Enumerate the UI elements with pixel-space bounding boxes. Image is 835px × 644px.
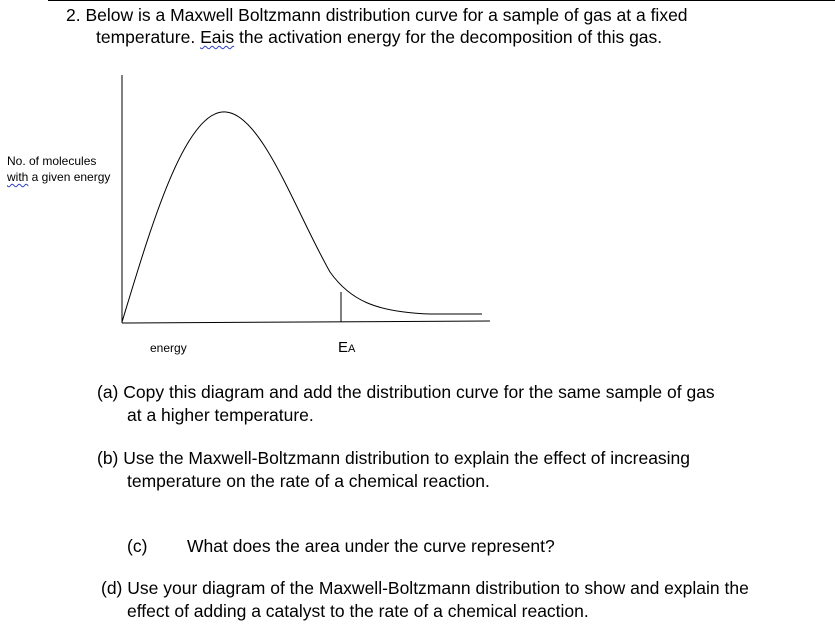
ea-main: E — [338, 339, 349, 356]
y-axis-label — [7, 153, 110, 185]
spellcheck-word: with — [7, 170, 29, 184]
part-c-text: What does the area under the curve represent? — [187, 536, 555, 556]
y-axis-label-rest: a given energy — [28, 170, 111, 184]
x-axis — [122, 321, 490, 323]
activation-energy-label — [338, 339, 355, 356]
part-a-line-2: at a higher temperature. — [127, 405, 314, 425]
spellcheck-word: Eais — [200, 27, 235, 47]
part-a-line-1: (a) Copy this diagram and add the distribution curve for the same sample of gas — [97, 382, 715, 402]
question-text-start: temperature. — [96, 27, 201, 47]
part-b — [97, 447, 690, 493]
part-b-line-2: temperature on the rate of a chemical reaction. — [127, 471, 490, 491]
part-c-question — [187, 535, 555, 558]
ea-subscript: A — [348, 343, 356, 355]
part-c — [127, 535, 147, 558]
part-a — [97, 381, 715, 427]
y-axis-label-line-1: No. of molecules — [7, 154, 97, 168]
part-d-line-1: (d) Use your diagram of the Maxwell-Boltzmann distribution to show and explain the — [101, 578, 749, 598]
part-c-label: (c) — [127, 536, 148, 556]
y-axis-label-line-2 — [7, 169, 110, 185]
boltzmann-curve — [122, 112, 482, 322]
part-d-line-2: effect of adding a catalyst to the rate of a chemical reaction. — [127, 601, 589, 621]
part-d — [101, 577, 749, 623]
part-b-line-1: (b) Use the Maxwell-Boltzmann distribution to explain the effect of increasing — [97, 448, 691, 468]
question-text: 2. Below is a Maxwell Boltzmann distribution curve for a sample of gas at a fixed — [66, 5, 688, 25]
x-axis-label: energy — [150, 341, 187, 355]
question-text-end: the activation energy for the decomposition of this gas. — [234, 27, 663, 47]
